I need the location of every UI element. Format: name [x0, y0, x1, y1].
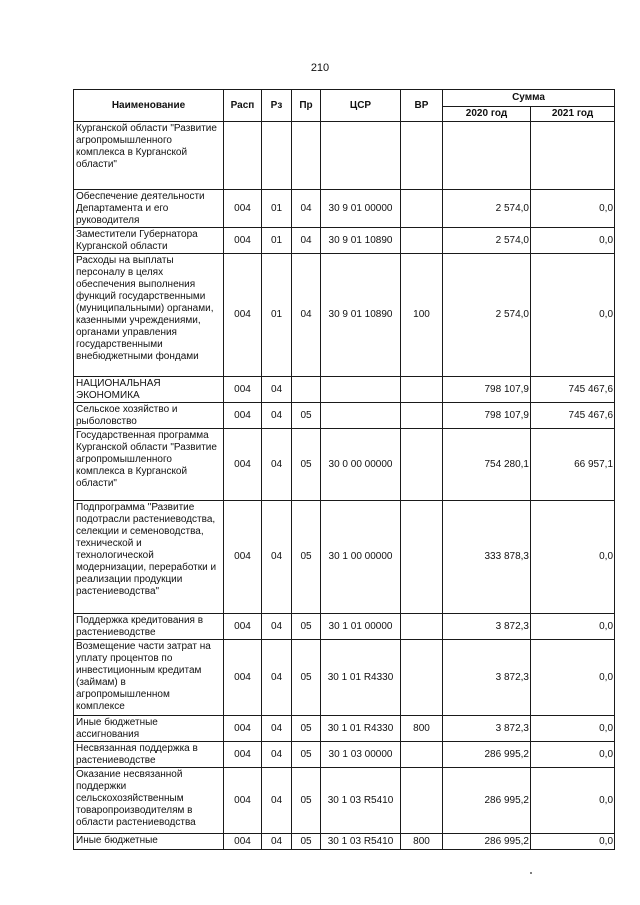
row-name: Сельское хозяйство и рыболовство — [74, 403, 224, 429]
row-rz: 04 — [262, 716, 292, 742]
row-sum-2020: 286 995,2 — [443, 768, 531, 834]
row-csr: 30 1 01 R4330 — [321, 640, 401, 716]
row-rasp: 004 — [224, 768, 262, 834]
table-row — [74, 834, 615, 850]
header-name: Наименование — [74, 90, 224, 122]
row-vr — [401, 190, 443, 228]
row-rz: 04 — [262, 377, 292, 403]
row-name: Государственная программа Курганской области "Развитие агропромышленного комплекса в Курганской области" — [74, 429, 224, 501]
row-sum-2020: 2 574,0 — [443, 228, 531, 254]
row-sum-2021 — [531, 122, 615, 190]
header-vr: ВР — [401, 90, 443, 122]
row-name: Несвязанная поддержка в растениеводстве — [74, 742, 224, 768]
table-row — [74, 228, 615, 254]
row-vr — [401, 501, 443, 614]
row-pr — [292, 377, 321, 403]
row-csr — [321, 403, 401, 429]
row-rz: 04 — [262, 501, 292, 614]
row-vr — [401, 122, 443, 190]
row-csr — [321, 122, 401, 190]
row-csr: 30 1 03 R5410 — [321, 768, 401, 834]
row-name: Иные бюджетные ассигнования — [74, 716, 224, 742]
row-rz: 01 — [262, 190, 292, 228]
table-row — [74, 614, 615, 640]
row-sum-2021: 0,0 — [531, 228, 615, 254]
row-rasp: 004 — [224, 403, 262, 429]
row-name: Подпрограмма "Развитие подотрасли растениеводства, селекции и семеноводства, технической и технологической модернизации, переработки и реализации продукции растениеводства" — [74, 501, 224, 614]
table-row — [74, 429, 615, 501]
row-name: Обеспечение деятельности Департамента и его руководителя — [74, 190, 224, 228]
row-sum-2021: 0,0 — [531, 834, 615, 850]
row-vr — [401, 377, 443, 403]
row-pr: 05 — [292, 742, 321, 768]
row-csr: 30 9 01 00000 — [321, 190, 401, 228]
row-name: Возмещение части затрат на уплату процентов по инвестиционным кредитам (займам) в агропромышленном комплексе — [74, 640, 224, 716]
row-rz: 04 — [262, 640, 292, 716]
row-name: Поддержка кредитования в растениеводстве — [74, 614, 224, 640]
row-csr: 30 1 03 00000 — [321, 742, 401, 768]
row-rz: 04 — [262, 834, 292, 850]
row-csr: 30 9 01 10890 — [321, 254, 401, 377]
table-row — [74, 640, 615, 716]
row-sum-2020: 3 872,3 — [443, 614, 531, 640]
row-pr: 04 — [292, 190, 321, 228]
header-year-2021: 2021 год — [531, 107, 615, 122]
row-sum-2021: 745 467,6 — [531, 403, 615, 429]
row-rasp: 004 — [224, 716, 262, 742]
row-rasp: 004 — [224, 429, 262, 501]
header-sum: Сумма — [443, 90, 615, 107]
row-csr: 30 1 00 00000 — [321, 501, 401, 614]
scan-speck — [530, 872, 532, 874]
table-row — [74, 403, 615, 429]
row-vr — [401, 228, 443, 254]
row-sum-2021: 66 957,1 — [531, 429, 615, 501]
row-vr — [401, 429, 443, 501]
row-rz: 04 — [262, 742, 292, 768]
row-pr: 05 — [292, 429, 321, 501]
row-sum-2020: 3 872,3 — [443, 716, 531, 742]
table-row — [74, 742, 615, 768]
row-rasp: 004 — [224, 190, 262, 228]
row-sum-2021: 0,0 — [531, 254, 615, 377]
row-rasp: 004 — [224, 254, 262, 377]
row-sum-2020: 798 107,9 — [443, 403, 531, 429]
row-name: Расходы на выплаты персоналу в целях обеспечения выполнения функций государственными (муниципальными) органами, казенными учреждениями, органами управления государственными внебюджетными фондами — [74, 254, 224, 377]
row-sum-2020: 754 280,1 — [443, 429, 531, 501]
header-csr: ЦСР — [321, 90, 401, 122]
header-year-2020: 2020 год — [443, 107, 531, 122]
row-vr: 100 — [401, 254, 443, 377]
row-rasp: 004 — [224, 742, 262, 768]
row-sum-2020: 2 574,0 — [443, 190, 531, 228]
row-sum-2021: 0,0 — [531, 614, 615, 640]
row-sum-2021: 0,0 — [531, 190, 615, 228]
row-rz: 01 — [262, 228, 292, 254]
row-vr — [401, 768, 443, 834]
table-row — [74, 377, 615, 403]
row-name: Курганской области "Развитие агропромышленного комплекса в Курганской области" — [74, 122, 224, 190]
row-name: Оказание несвязанной поддержки сельскохозяйственным товаропроизводителям в области растениеводства — [74, 768, 224, 834]
row-pr: 04 — [292, 228, 321, 254]
row-rz: 04 — [262, 768, 292, 834]
row-sum-2020: 286 995,2 — [443, 834, 531, 850]
table-row — [74, 122, 615, 190]
row-pr: 05 — [292, 716, 321, 742]
row-sum-2020: 286 995,2 — [443, 742, 531, 768]
row-rasp: 004 — [224, 377, 262, 403]
row-sum-2020 — [443, 122, 531, 190]
row-rasp — [224, 122, 262, 190]
row-vr: 800 — [401, 716, 443, 742]
row-rasp: 004 — [224, 228, 262, 254]
row-csr: 30 1 03 R5410 — [321, 834, 401, 850]
row-name: Заместители Губернатора Курганской области — [74, 228, 224, 254]
table-body — [74, 122, 615, 850]
row-vr — [401, 640, 443, 716]
table-row — [74, 716, 615, 742]
row-sum-2021: 745 467,6 — [531, 377, 615, 403]
row-csr: 30 9 01 10890 — [321, 228, 401, 254]
budget-table — [73, 89, 615, 850]
row-csr: 30 0 00 00000 — [321, 429, 401, 501]
row-csr — [321, 377, 401, 403]
table-row — [74, 190, 615, 228]
row-sum-2021: 0,0 — [531, 742, 615, 768]
row-vr: 800 — [401, 834, 443, 850]
row-sum-2021: 0,0 — [531, 716, 615, 742]
row-pr: 04 — [292, 254, 321, 377]
row-sum-2020: 2 574,0 — [443, 254, 531, 377]
row-vr — [401, 403, 443, 429]
row-pr — [292, 122, 321, 190]
row-pr: 05 — [292, 834, 321, 850]
row-vr — [401, 742, 443, 768]
row-sum-2020: 798 107,9 — [443, 377, 531, 403]
row-rasp: 004 — [224, 614, 262, 640]
row-sum-2021: 0,0 — [531, 640, 615, 716]
row-rasp: 004 — [224, 640, 262, 716]
row-rz: 01 — [262, 254, 292, 377]
table-row — [74, 254, 615, 377]
row-rz: 04 — [262, 614, 292, 640]
row-name: Иные бюджетные — [74, 834, 224, 850]
row-csr: 30 1 01 00000 — [321, 614, 401, 640]
row-rz: 04 — [262, 403, 292, 429]
table-row — [74, 501, 615, 614]
row-sum-2021: 0,0 — [531, 768, 615, 834]
row-pr: 05 — [292, 640, 321, 716]
header-rz: Рз — [262, 90, 292, 122]
row-pr: 05 — [292, 768, 321, 834]
row-rasp: 004 — [224, 501, 262, 614]
page-number: 210 — [310, 62, 330, 74]
row-pr: 05 — [292, 501, 321, 614]
row-sum-2020: 333 878,3 — [443, 501, 531, 614]
table-row — [74, 768, 615, 834]
row-vr — [401, 614, 443, 640]
header-rasp: Расп — [224, 90, 262, 122]
row-pr: 05 — [292, 403, 321, 429]
row-sum-2021: 0,0 — [531, 501, 615, 614]
header-pr: Пр — [292, 90, 321, 122]
row-rasp: 004 — [224, 834, 262, 850]
row-rz: 04 — [262, 429, 292, 501]
row-rz — [262, 122, 292, 190]
row-pr: 05 — [292, 614, 321, 640]
row-name: НАЦИОНАЛЬНАЯ ЭКОНОМИКА — [74, 377, 224, 403]
row-sum-2020: 3 872,3 — [443, 640, 531, 716]
row-csr: 30 1 01 R4330 — [321, 716, 401, 742]
